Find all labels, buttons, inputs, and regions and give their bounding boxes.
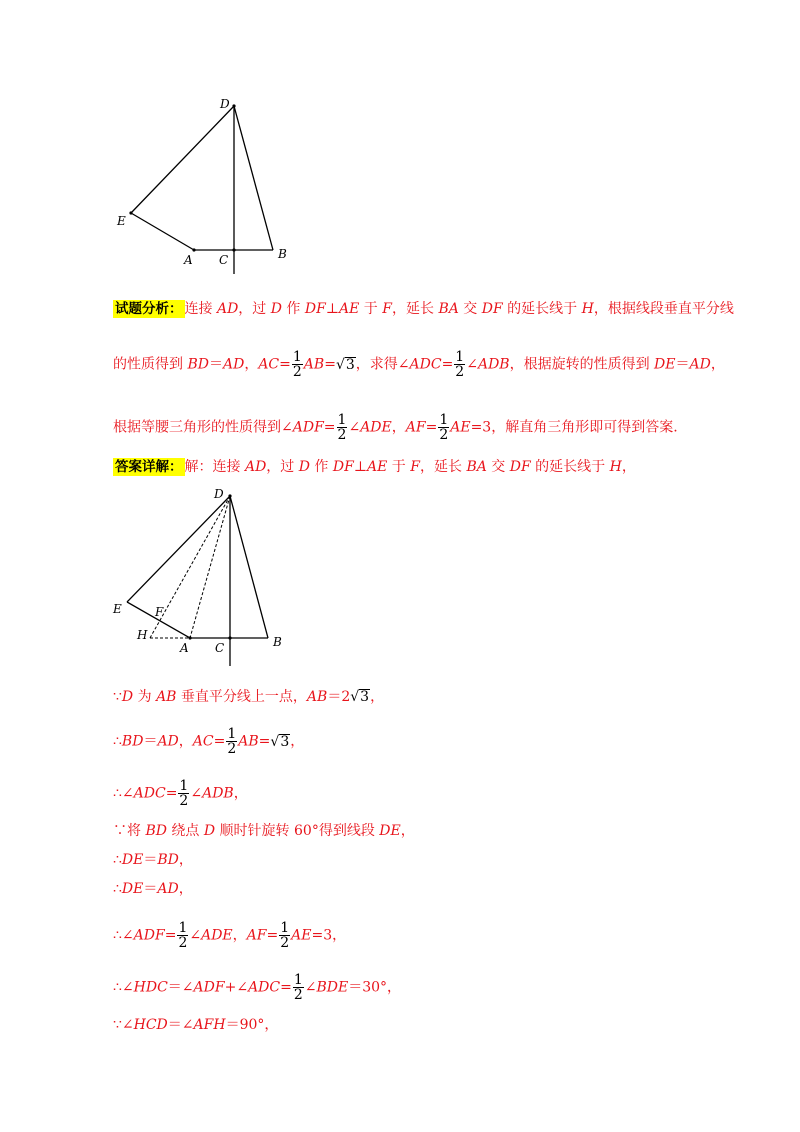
analysis-line-1: 试题分析： 连接 AD，过 D 作 DF⊥AE 于 F，延长 BA 交 DF 的延长线于 H，根据线段垂直平分线 <box>115 301 734 317</box>
fraction-half: $\frac{1}{2}$ <box>227 726 237 757</box>
sqrt-3: √3 <box>350 689 370 705</box>
analysis-tag: 试题分析： <box>115 301 183 317</box>
sqrt-3: √3 <box>335 356 355 373</box>
label-C: C <box>215 641 225 655</box>
segment-DE <box>127 496 230 602</box>
fraction-half: $\frac{1}{2}$ <box>293 972 303 1003</box>
figure-2 <box>110 482 300 672</box>
label-C: C <box>219 253 229 267</box>
segment-DE <box>131 106 234 213</box>
answer-tag: 答案详解： <box>115 459 183 475</box>
label-F: F <box>155 605 164 619</box>
label-A: A <box>184 253 193 267</box>
step-8: ∴∠HDC＝∠ADF+∠ADC= $\frac{1}{2}$ ∠BDE＝30°， <box>113 972 402 1003</box>
label-H: H <box>137 628 148 642</box>
fraction-half: $\frac{1}{2}$ <box>439 412 449 443</box>
label-B: B <box>278 247 287 261</box>
step-9: ∵∠HCD＝∠AFH＝90°， <box>113 1017 279 1033</box>
sqrt-3: √3 <box>270 733 290 750</box>
step-2: ∴BD＝AD，AC= $\frac{1}{2}$ AB=√3， <box>113 726 305 757</box>
label-D: D <box>214 487 224 501</box>
label-A: A <box>180 641 189 655</box>
step-1: ∵D 为 AB 垂直平分线上一点，AB＝2√3， <box>113 689 385 705</box>
fraction-half: $\frac{1}{2}$ <box>178 920 188 951</box>
step-4: ∵将 BD 绕点 D 顺时针旋转 60°得到线段 DE， <box>113 823 415 839</box>
step-6: ∴DE＝AD， <box>113 881 193 897</box>
fraction-half: $\frac{1}{2}$ <box>179 778 189 809</box>
answer-intro: 答案详解： 解：连接 AD，过 D 作 DF⊥AE 于 F，延长 BA 交 DF 的延长线于 H， <box>115 459 636 475</box>
label-D: D <box>220 97 230 111</box>
fraction-half: $\frac{1}{2}$ <box>455 349 465 380</box>
fraction-half: $\frac{1}{2}$ <box>280 920 290 951</box>
step-3: ∴∠ADC= $\frac{1}{2}$ ∠ADB， <box>113 778 248 809</box>
step-7: ∴∠ADF= $\frac{1}{2}$ ∠ADE，AF= $\frac{1}{2}$ AE=3， <box>113 920 347 951</box>
segment-DB <box>230 496 268 638</box>
label-B: B <box>273 635 282 649</box>
step-5: ∴DE＝BD， <box>113 852 193 868</box>
analysis-line-3: 根据等腰三角形的性质得到∠ADF= $\frac{1}{2}$ ∠ADE，AF= $\frac{1}{2}$ AE=3，解直角三角形即可得到答案. <box>113 412 678 443</box>
segment-DB <box>234 106 273 250</box>
fraction-half: $\frac{1}{2}$ <box>292 349 302 380</box>
label-E: E <box>117 214 126 228</box>
analysis-line-2: 的性质得到 BD＝AD，AC= $\frac{1}{2}$ AB=√3，求得∠ADC= $\frac{1}{2}$ ∠ADB，根据旋转的性质得到 DE＝AD， <box>113 349 725 380</box>
segment-EA <box>131 213 194 250</box>
fraction-half: $\frac{1}{2}$ <box>337 412 347 443</box>
label-E: E <box>113 602 122 616</box>
figure-1 <box>110 92 300 282</box>
